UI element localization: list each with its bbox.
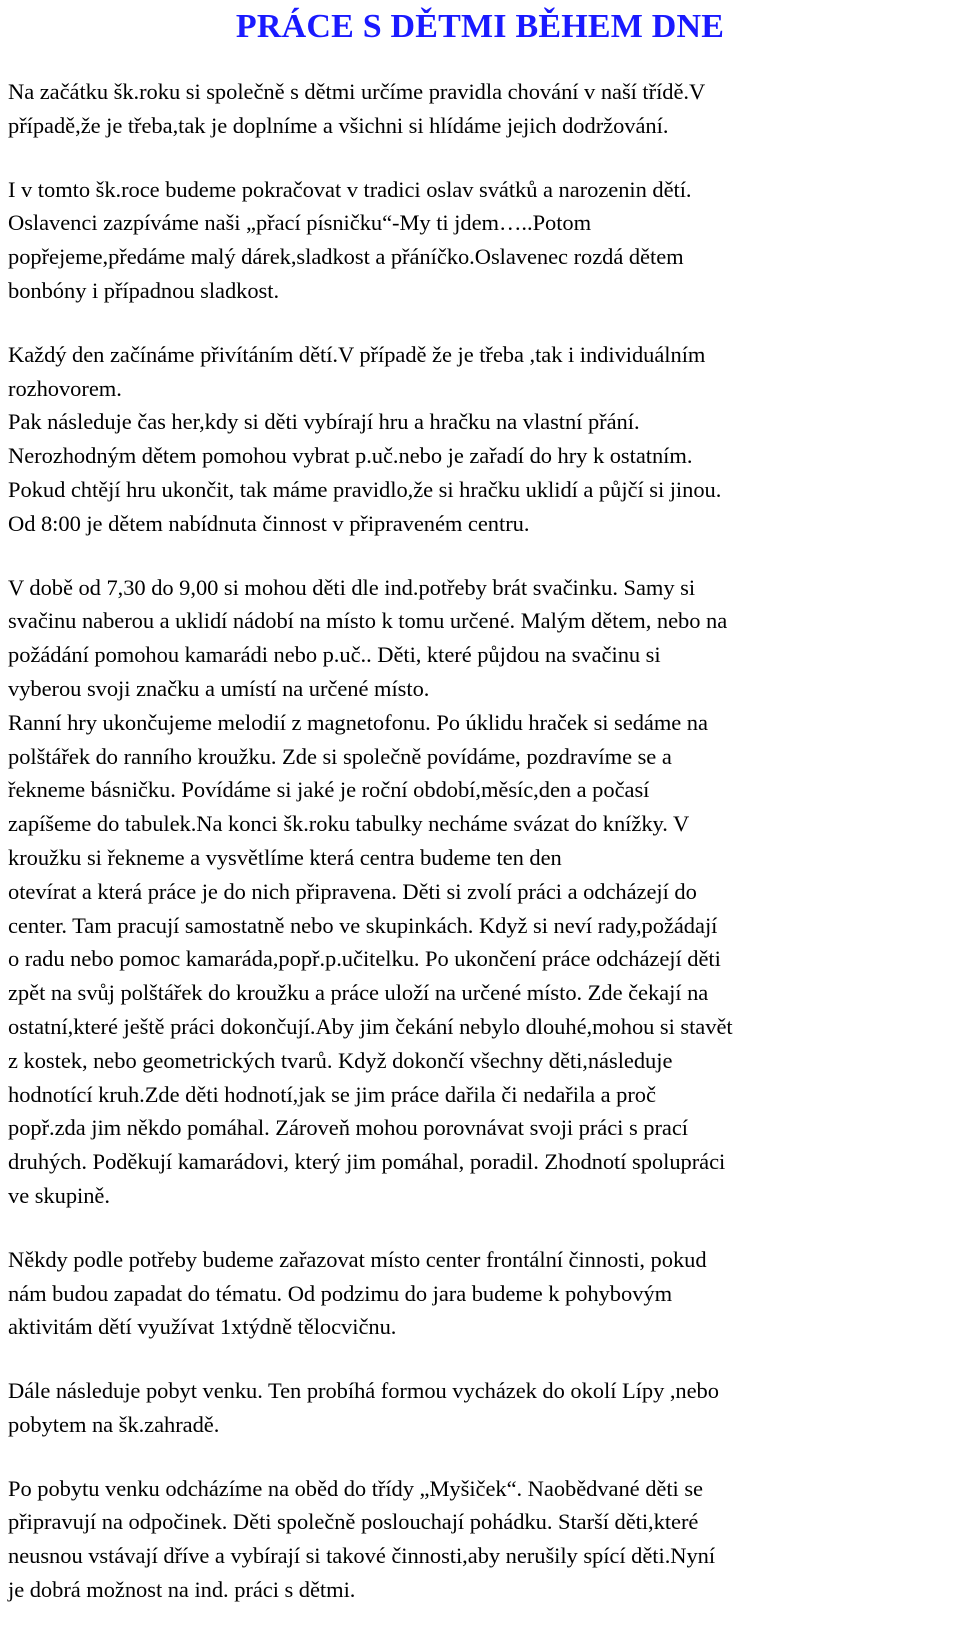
paragraph-morning-games: Každý den začínáme přivítáním dětí.V případě že je třeba ,tak i individuálním rozhovorem. Pak následuje čas her,kdy si děti vybírají hru a hračku na vlastní přání. Nerozhodným dětem pomohou vybrat p.uč.nebo je zařadí do hry k ostatním. Pokud chtějí hru ukončit, tak máme pravidlo,že si hračku uklidí a půjčí si jinou. Od 8:00 je dětem nabídnuta činnost v připraveném centru.	[8, 341, 722, 536]
paragraph-birthdays: I v tomto šk.roce budeme pokračovat v tradici oslav svátků a narozenin dětí. Oslavenci zazpíváme naši „přací písničku“-My ti jdem…..Potom popřejeme,předáme malý dárek,sladkost a přáníčko.Oslavenec rozdá dětem bonbóny i případnou sladkost.	[8, 176, 692, 303]
paragraph-outdoor: Dále následuje pobyt venku. Ten probíhá formou vycházek do okolí Lípy ,nebo pobytem na šk.zahradě.	[8, 1378, 719, 1437]
paragraph-class-rules: Na začátku šk.roku si společně s dětmi určíme pravidla chování v naší třídě.V případě,že je třeba,tak je doplníme a všichni si hlídáme jejich dodržování.	[8, 79, 706, 138]
paragraph-snack-and-centers: V době od 7,30 do 9,00 si mohou děti dle ind.potřeby brát svačinku. Samy si svačinu naberou a uklidí nádobí na místo k tomu určené. Malým dětem, nebo na požádání pomohou kamarádi nebo p.uč.. Děti, které půjdou na svačinu si vyberou svoji značku a umístí na určené místo. Ranní hry ukončujeme melodií z magnetofonu. Po úklidu hraček si sedáme na polštářek do ranního kroužku. Zde si společně povídáme, pozdravíme se a řekneme básničku. Povídáme si jaké je roční období,měsíc,den a počasí zapíšeme do tabulek.Na konci šk.roku tabulky necháme svázat do knížky. V kroužku si řekneme a vysvětlíme která centra budeme ten den otevírat a která práce je do nich připravena. Děti si zvolí práci a odcházejí do center. Tam pracují samostatně nebo ve skupinkách. Když si neví rady,požádají o radu nebo pomoc kamaráda,popř.p.učitelku. Po ukončení práce odcházejí děti zpět na svůj polštářek do kroužku a práce uloží na určené místo. Zde čekají na ostatní,které ještě práci dokončují.Aby jim čekání nebylo dlouhé,mohou si stavět z kostek, nebo geometrických tvarů. Když dokončí všechny děti,následuje hodnotící kruh.Zde děti hodnotí,jak se jim práce dařila či nedařila a proč popř.zda jim někdo pomáhal. Zároveň mohou porovnávat svoji práci s prací druhých. Poděkují kamarádovi, který jim pomáhal, poradil. Zhodnotí spolupráci ve skupině.	[8, 574, 733, 1208]
paragraph-lunch-and-rest: Po pobytu venku odcházíme na oběd do třídy „Myšiček“. Naobědvané děti se připravují na odpočinek. Děti společně poslouchají pohádku. Starší děti,které neusnou vstávají dříve a vybírají si takové činnosti,aby nerušily spící děti.Nyní je dobrá možnost na ind. práci s dětmi.	[8, 1475, 716, 1603]
paragraph-frontal-activities: Někdy podle potřeby budeme zařazovat místo center frontální činnosti, pokud nám budou zapadat do tématu. Od podzimu do jara budeme k pohybovým aktivitám dětí využívat 1xtýdně tělocvičnu.	[8, 1246, 707, 1340]
page-title: PRÁCE S DĚTMI BĚHEM DNE	[235, 8, 725, 45]
